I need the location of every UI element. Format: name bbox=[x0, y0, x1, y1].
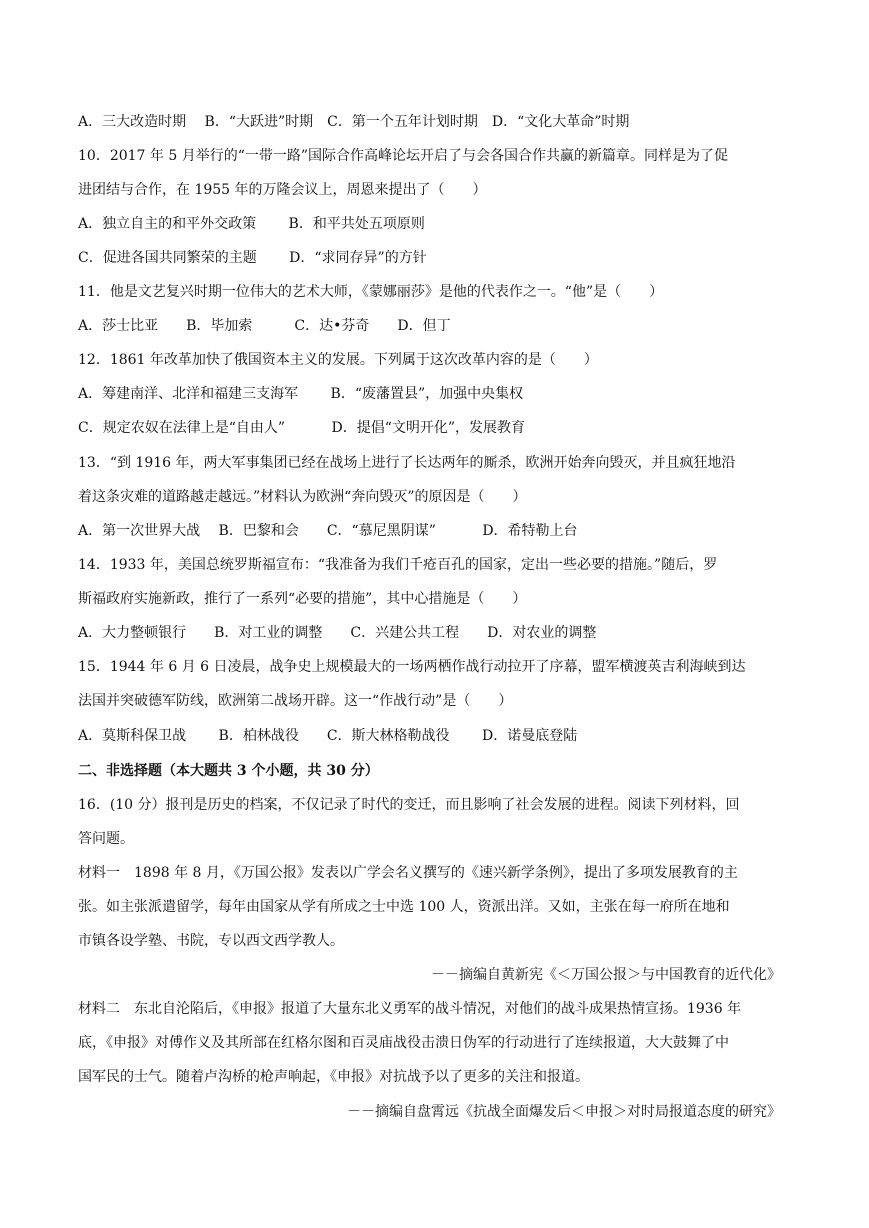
q13-stem-line-2: 着这条灾难的道路越走越远。”材料认为欧洲“奔向毁灭”的原因是（ ） bbox=[78, 489, 527, 505]
q10-stem-line-2: 进团结与合作，在 1955 年的万隆会议上，周恩来提出了（ ） bbox=[78, 182, 487, 198]
q14-stem-line-2: 斯福政府实施新政，推行了一系列“必要的措施”，其中心措施是（ ） bbox=[78, 591, 527, 607]
material-2-line-2: 底，《申报》对傅作义及其所部在红格尔图和百灵庙战役击溃日伪军的行动进行了连续报道，大大鼓舞了中 bbox=[78, 1035, 729, 1051]
material-1-source: －－摘编自黄新宪《＜万国公报＞与中国教育的近代化》 bbox=[431, 967, 781, 983]
section-2-heading: 二、非选择题（本大题共 3 个小题，共 30 分） bbox=[78, 763, 379, 779]
q11-options: A．莎士比亚 B．毕加索 C．达•芬奇 D．但丁 bbox=[78, 318, 451, 334]
q13-options: A．第一次世界大战 B．巴黎和会 C．“慕尼黑阴谋” D．希特勒上台 bbox=[78, 523, 578, 539]
q14-options: A．大力整顿银行 B．对工业的调整 C．兴建公共工程 D．对农业的调整 bbox=[78, 625, 597, 641]
material-1-line-3: 市镇各设学塾、书院，专以西文西学教人。 bbox=[78, 933, 344, 949]
q11-stem: 11．他是文艺复兴时期一位伟大的艺术大师，《蒙娜丽莎》是他的代表作之一。“他”是（ ） bbox=[78, 284, 664, 300]
material-2-source: －－摘编自盘霄远《抗战全面爆发后＜申报＞对时局报道态度的研究》 bbox=[347, 1104, 781, 1120]
q12-options-line-2: C．规定农奴在法律上是“自由人” D．提倡“文明开化”，发展教育 bbox=[78, 420, 526, 436]
material-1-line-2: 张。如主张派遣留学，每年由国家从学有所成之士中选 100 人，资派出洋。又如，主张在每一府所在地和 bbox=[78, 899, 730, 915]
q12-options-line-1: A．筹建南洋、北洋和福建三支海军 B．“废藩置县”，加强中央集权 bbox=[78, 386, 524, 402]
q15-stem-line-2: 法国并突破德军防线，欧洲第二战场开辟。这一“作战行动”是（ ） bbox=[78, 693, 513, 709]
q15-stem-line-1: 15．1944 年 6 月 6 日凌晨，战争史上规模最大的一场两栖作战行动拉开了序幕，盟军横渡英吉利海峡到达 bbox=[78, 659, 746, 675]
q10-options-line-2: C．促进各国共同繁荣的主题 D．“求同存异”的方针 bbox=[78, 250, 427, 266]
q15-options: A．莫斯科保卫战 B．柏林战役 C．斯大林格勒战役 D．诺曼底登陆 bbox=[78, 728, 578, 744]
q13-stem-line-1: 13．“到 1916 年，两大军事集团已经在战场上进行了长达两年的厮杀，欧洲开始奔向毁灭，并且疯狂地沿 bbox=[78, 455, 736, 471]
q9-options: A．三大改造时期 B．“大跃进”时期 C．第一个五年计划时期 D．“文化大革命”时期 bbox=[78, 114, 630, 130]
q16-stem-line-1: 16．(10 分）报刊是历史的档案，不仅记录了时代的变迁，而且影响了社会发展的进程。阅读下列材料，回 bbox=[78, 797, 740, 813]
q10-options-line-1: A．独立自主的和平外交政策 B．和平共处五项原则 bbox=[78, 216, 425, 232]
material-2-line-1: 材料二 东北自沦陷后，《申报》报道了大量东北义勇军的战斗情况，对他们的战斗成果热情宣扬。1936 年 bbox=[78, 1001, 742, 1017]
q12-stem: 12．1861 年改革加快了俄国资本主义的发展。下列属于这次改革内容的是（ ） bbox=[78, 352, 598, 368]
material-1-line-1: 材料一 1898 年 8 月，《万国公报》发表以广学会名义撰写的《速兴新学条例》，提出了多项发展教育的主 bbox=[78, 865, 738, 881]
material-2-line-3: 国军民的士气。随着卢沟桥的枪声响起，《申报》对抗战予以了更多的关注和报道。 bbox=[78, 1069, 589, 1085]
q16-stem-line-2: 答问题。 bbox=[78, 831, 134, 847]
q10-stem-line-1: 10．2017 年 5 月举行的“一带一路”国际合作高峰论坛开启了与会各国合作共赢的新篇章。同样是为了促 bbox=[78, 148, 729, 164]
q14-stem-line-1: 14．1933 年，美国总统罗斯福宣布：“我准备为我们千疮百孔的国家，定出一些必要的措施。”随后，罗 bbox=[78, 557, 718, 573]
